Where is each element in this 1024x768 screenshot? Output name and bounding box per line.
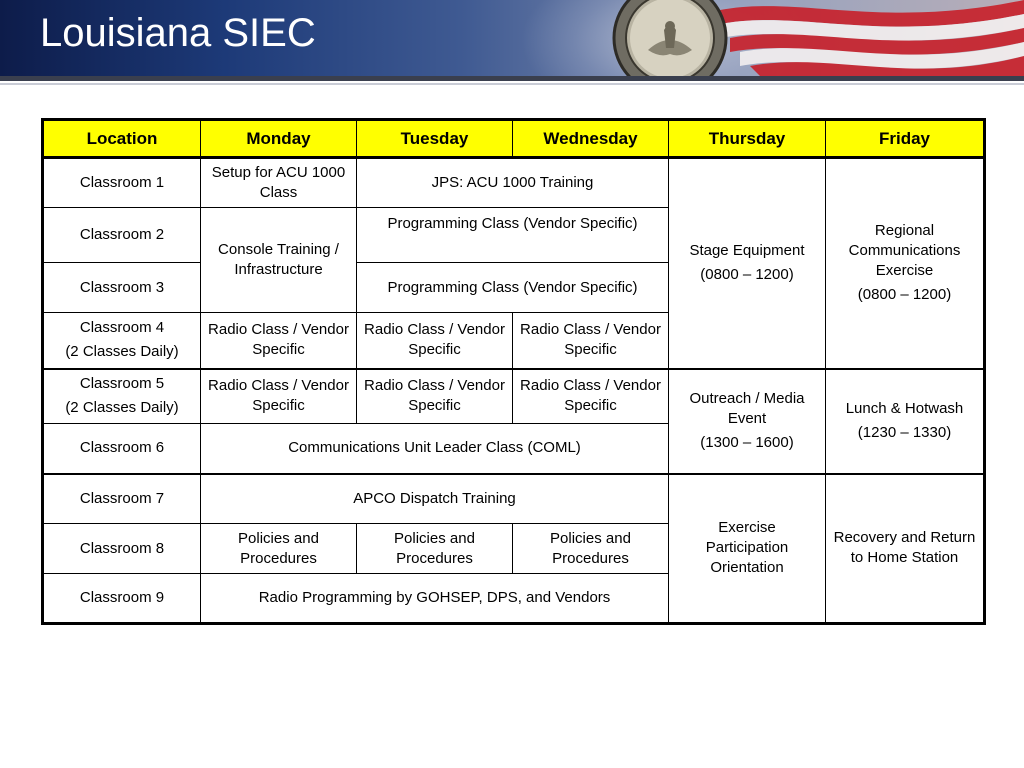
block-time: (1230 – 1330) xyxy=(857,424,952,441)
friday-block-cell xyxy=(826,158,985,369)
table-row xyxy=(43,474,985,524)
state-seal-logo xyxy=(608,0,732,76)
schedule-cell: Setup for ACU 1000 Class xyxy=(201,158,357,208)
block-time: (0800 – 1200) xyxy=(700,266,794,284)
schedule-cell: Radio Class / Vendor Specific xyxy=(201,313,357,369)
location-cell: Classroom 6 xyxy=(43,424,201,474)
schedule-cell: Policies and Procedures xyxy=(513,524,669,574)
schedule-cell: Radio Class / Vendor Specific xyxy=(513,369,669,424)
location-cell xyxy=(43,313,201,369)
table-row xyxy=(43,158,985,208)
schedule-cell: Policies and Procedures xyxy=(357,524,513,574)
schedule-cell: JPS: ACU 1000 Training xyxy=(357,158,669,208)
header-thursday: Thursday xyxy=(669,120,826,158)
location-name: Classroom 4 xyxy=(79,319,165,337)
location-name: Classroom 5 xyxy=(79,375,165,393)
block-text: Lunch & Hotwash xyxy=(845,400,964,417)
block-text: Regional Communications Exercise xyxy=(848,222,961,280)
location-cell: Classroom 9 xyxy=(43,574,201,624)
location-note: (2 Classes Daily) xyxy=(65,343,179,361)
block-time: (1300 – 1600) xyxy=(700,434,794,451)
location-note: (2 Classes Daily) xyxy=(65,399,179,417)
thursday-block-cell: Exercise Participation Orientation xyxy=(669,474,826,624)
schedule-cell: Policies and Procedures xyxy=(201,524,357,574)
location-cell xyxy=(43,369,201,424)
header-tuesday: Tuesday xyxy=(357,120,513,158)
location-cell: Classroom 8 xyxy=(43,524,201,574)
header-wednesday: Wednesday xyxy=(513,120,669,158)
location-cell: Classroom 1 xyxy=(43,158,201,208)
schedule-cell: Radio Class / Vendor Specific xyxy=(201,369,357,424)
header-row xyxy=(43,120,985,158)
title-banner xyxy=(0,0,1024,76)
schedule-cell: Programming Class (Vendor Specific) xyxy=(357,263,669,313)
schedule-cell: Programming Class (Vendor Specific) xyxy=(357,208,669,263)
schedule-cell: Communications Unit Leader Class (COML) xyxy=(201,424,669,474)
location-cell: Classroom 7 xyxy=(43,474,201,524)
banner-rule-light xyxy=(0,83,1024,85)
schedule-cell: Radio Class / Vendor Specific xyxy=(513,313,669,369)
schedule-cell: APCO Dispatch Training xyxy=(201,474,669,524)
thursday-block-cell xyxy=(669,158,826,369)
block-time: (0800 – 1200) xyxy=(857,286,952,304)
schedule-cell: Radio Class / Vendor Specific xyxy=(357,313,513,369)
thursday-block-cell xyxy=(669,369,826,474)
location-cell: Classroom 3 xyxy=(43,263,201,313)
header-location: Location xyxy=(43,120,201,158)
schedule-cell: Console Training / Infrastructure xyxy=(201,208,357,313)
header-friday: Friday xyxy=(826,120,985,158)
schedule-cell: Radio Programming by GOHSEP, DPS, and Vendors xyxy=(201,574,669,624)
banner-rule-dark xyxy=(0,76,1024,81)
table-row xyxy=(43,369,985,424)
location-cell: Classroom 2 xyxy=(43,208,201,263)
friday-block-cell: Recovery and Return to Home Station xyxy=(826,474,985,624)
header-monday: Monday xyxy=(201,120,357,158)
block-text: Outreach / Media Event xyxy=(689,390,805,427)
page-title: Louisiana SIEC xyxy=(40,11,316,55)
block-text: Stage Equipment xyxy=(689,242,805,260)
schedule-cell: Radio Class / Vendor Specific xyxy=(357,369,513,424)
schedule-table xyxy=(41,118,986,625)
friday-block-cell xyxy=(826,369,985,474)
